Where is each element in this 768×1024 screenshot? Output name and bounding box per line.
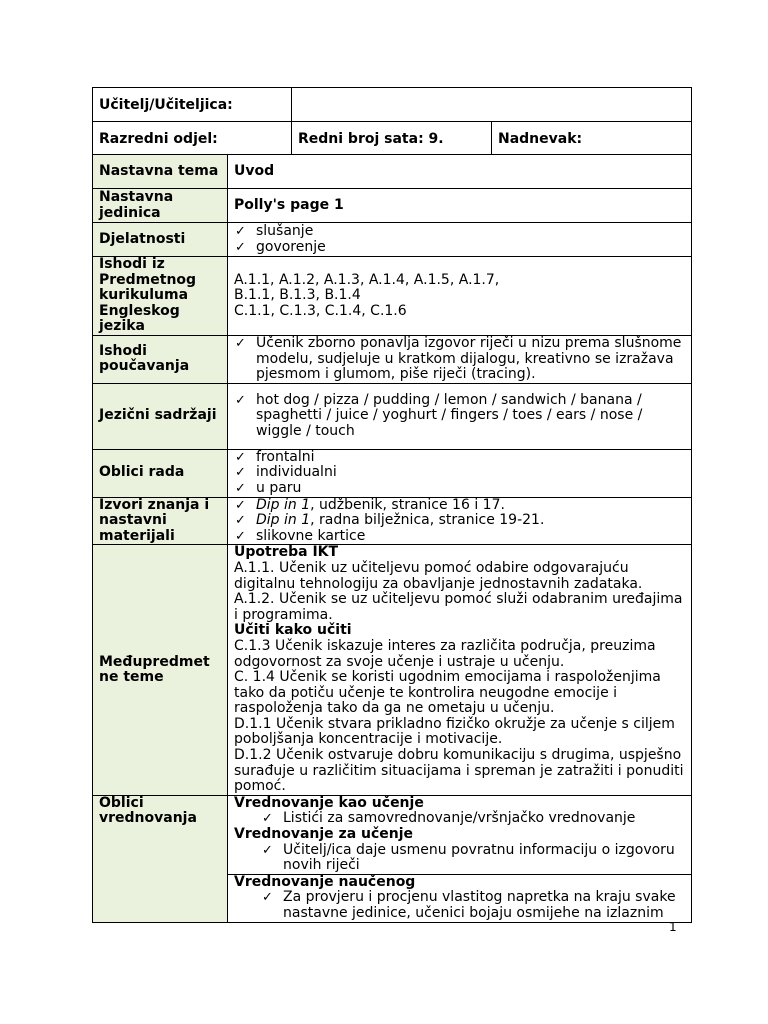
list-item — [234, 513, 685, 529]
ishodi-kurikuluma-value — [228, 257, 692, 336]
ishodi-poucavanja-label: Ishodi poučavanja — [93, 336, 228, 384]
medupredmetne-label: Međupredmet ne teme — [93, 545, 228, 796]
text-line: C.1.1, C.1.3, C.1.4, C.1.6 — [234, 302, 407, 319]
list-item — [234, 498, 685, 514]
paragraph: D.1.2 Učenik ostvaruje dobru komunikaciju s drugima, uspješno surađuje u različitim situacijama i spreman je zatražiti i ponuditi pomoć. — [234, 747, 684, 795]
date-label: Nadnevak: — [492, 122, 692, 156]
izvori-label: Izvori znanja i nastavni materijali — [93, 497, 228, 545]
jezicni-sadrzaji-value — [228, 383, 692, 449]
text-line: A.1.1, A.1.2, A.1.3, A.1.4, A.1.5, A.1.7, — [234, 271, 500, 288]
section-heading: Učiti kako učiti — [234, 622, 352, 639]
section-heading: Vrednovanje kao učenje — [234, 794, 424, 811]
list-item-text: , udžbenik, stranice 16 i 17. — [310, 496, 505, 513]
list-item: ✓ slušanje — [234, 224, 685, 240]
oblici-rada-value — [228, 449, 692, 497]
jezicni-sadrzaji-label: Jezični sadržaji — [93, 383, 228, 449]
vrednovanje-value-2 — [228, 874, 692, 922]
list-item: ✓ Za provjeru i procjenu vlastitog napretka na kraju svake nastavne jedinice, učenici bojaju osmijehe na izlaznim — [234, 890, 685, 921]
paragraph: A.1.1. Učenik uz učiteljevu pomoć odabire odgovarajuću digitalnu tehnologiju za obavljanje jednostavnih zadataka. — [234, 559, 643, 592]
class-label: Razredni odjel: — [93, 122, 292, 156]
teacher-value — [292, 88, 692, 122]
izvori-value — [228, 497, 692, 545]
paragraph: C. 1.4 Učenik se koristi ugodnim emocijama i raspoloženjima tako da potiču učenje te kontrolira neugodne emocije i raspoloženja tako da ga ne ometaju u učenju. — [234, 669, 661, 717]
section-heading: Vrednovanje naučenog — [234, 873, 416, 890]
book-title: Dip in 1 — [256, 512, 311, 529]
jedinica-value: Polly's page 1 — [228, 189, 692, 223]
list-item: ✓ Učitelj/ica daje usmenu povratnu informaciju o izgovoru novih riječi — [234, 843, 685, 874]
section-heading: Upotreba IKT — [234, 544, 339, 561]
paragraph: C.1.3 Učenik iskazuje interes za različita područja, preuzima odgovornost za svoje učenje i ustraje u učenju. — [234, 637, 656, 670]
tema-value: Uvod — [228, 155, 692, 189]
list-item: ✓ frontalni — [234, 450, 685, 466]
ishodi-poucavanja-value — [228, 336, 692, 384]
oblici-rada-label: Oblici rada — [93, 449, 228, 497]
djelatnosti-label: Djelatnosti — [93, 223, 228, 257]
list-item: ✓ individualni — [234, 465, 685, 481]
list-item: ✓ slikovne kartice — [234, 529, 685, 545]
page-number: 1 — [669, 920, 677, 934]
paragraph: A.1.2. Učenik se uz učiteljevu pomoć služi odabranim uređajima i programima. — [234, 591, 683, 623]
list-item: ✓ hot dog / pizza / pudding / lemon / sandwich / banana / spaghetti / juice / yoghurt / fingers / toes / ears / nose / wiggle / touch — [234, 393, 685, 440]
tema-label: Nastavna tema — [93, 155, 228, 189]
ishodi-kurikuluma-label: Ishodi iz Predmetnog kurikuluma Engleskog jezika — [93, 257, 228, 336]
list-item: ✓ govorenje — [234, 240, 685, 256]
lesson-number-label: Redni broj sata: 9. — [292, 122, 492, 156]
header-table — [92, 87, 692, 156]
section-heading: Vrednovanje za učenje — [234, 826, 414, 843]
vrednovanje-value-1 — [228, 795, 692, 874]
vrednovanje-label: Oblici vrednovanja — [93, 795, 228, 922]
list-item: ✓ u paru — [234, 481, 685, 497]
list-item: ✓ Učenik zborno ponavlja izgovor riječi u nizu prema slušnome modelu, sudjeluje u kratkom dijalogu, kreativno se izražava pjesmom i glumom, piše riječi (tracing). — [234, 336, 685, 383]
djelatnosti-value — [228, 223, 692, 257]
text-line: B.1.1, B.1.3, B.1.4 — [234, 287, 361, 304]
paragraph: D.1.1 Učenik stvara prikladno fizičko okružje za učenje s ciljem poboljšanja koncentracije i motivacije. — [234, 715, 675, 748]
medupredmetne-value — [228, 545, 692, 796]
list-item-text: , radna bilježnica, stranice 19-21. — [310, 512, 545, 529]
list-item: ✓ Listići za samovrednovanje/vršnjačko vrednovanje — [234, 811, 685, 827]
teacher-label: Učitelj/Učiteljica: — [93, 88, 292, 122]
lesson-plan-table — [92, 154, 692, 923]
jedinica-label: Nastavna jedinica — [93, 189, 228, 223]
book-title: Dip in 1 — [256, 496, 311, 513]
